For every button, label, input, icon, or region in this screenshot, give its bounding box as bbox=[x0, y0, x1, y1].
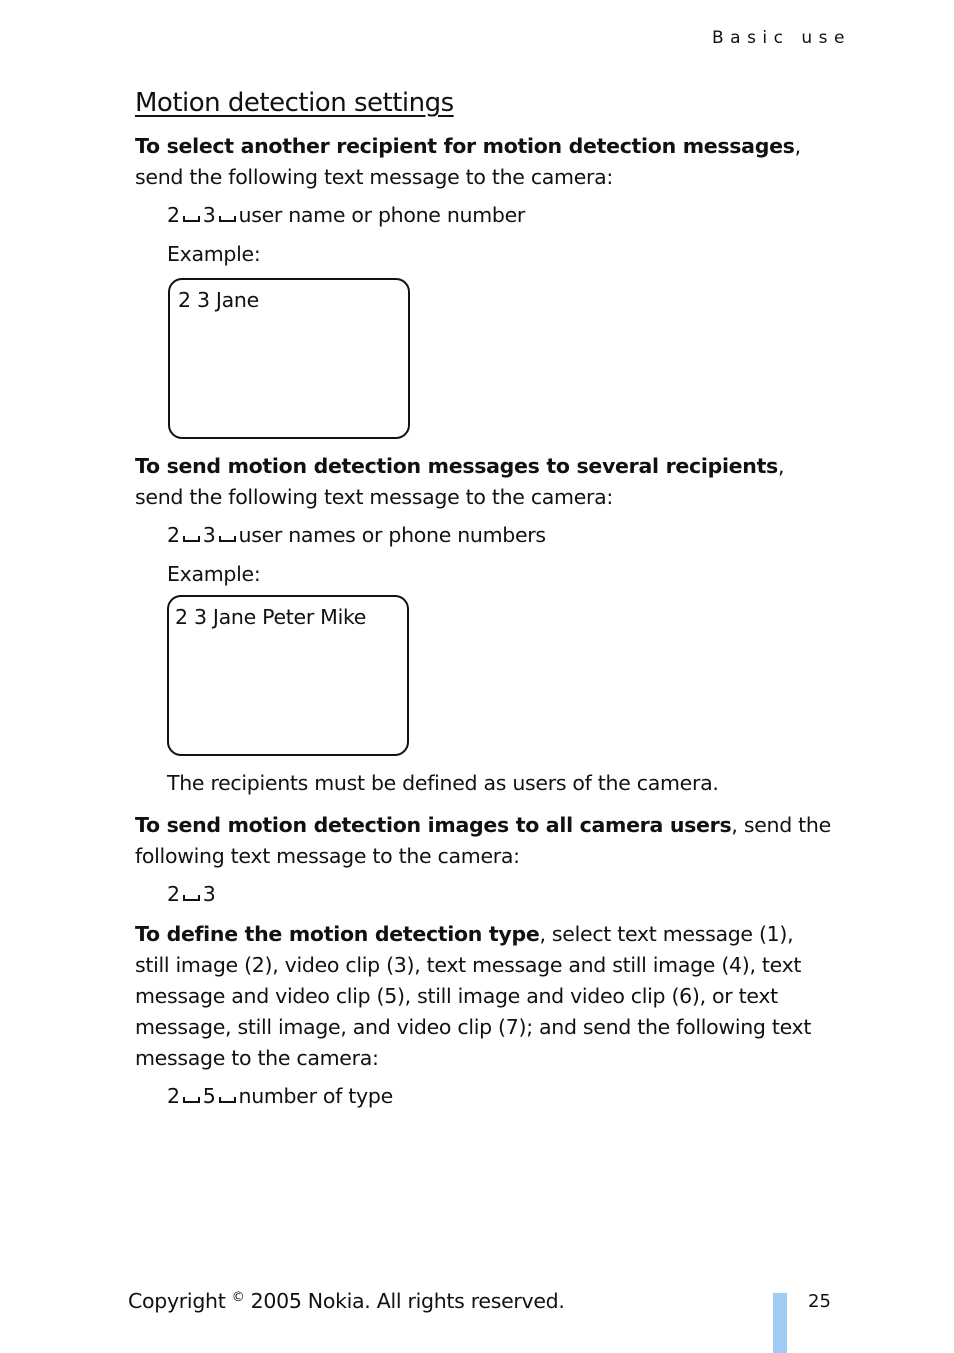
copyright-footer bbox=[128, 1289, 565, 1313]
command-part: 2 bbox=[167, 203, 180, 227]
page-tab-bar bbox=[773, 1293, 787, 1353]
paragraph-select-recipient bbox=[135, 131, 835, 193]
command-part: user name or phone number bbox=[238, 203, 526, 227]
sms-command bbox=[167, 1084, 393, 1108]
command-part: 5 bbox=[202, 1084, 216, 1108]
space-symbol-icon bbox=[219, 536, 236, 542]
command-part: 2 bbox=[167, 523, 180, 547]
copyright-text: Copyright bbox=[128, 1289, 232, 1313]
paragraph-text: , send the following text message to the camera: bbox=[135, 134, 801, 189]
command-part: 2 bbox=[167, 1084, 180, 1108]
space-symbol-icon bbox=[183, 216, 200, 222]
phone-display-example bbox=[168, 278, 410, 439]
copyright-symbol: © bbox=[231, 1290, 245, 1305]
space-symbol-icon bbox=[183, 895, 200, 901]
paragraph-lead: To select another recipient for motion detection messages bbox=[135, 134, 795, 158]
sms-command bbox=[167, 882, 216, 906]
paragraph-lead: To define the motion detection type bbox=[135, 922, 540, 946]
example-label: Example: bbox=[167, 242, 261, 266]
space-symbol-icon bbox=[219, 1097, 236, 1103]
display-text: 2 3 Jane bbox=[178, 288, 259, 312]
phone-display-example bbox=[167, 595, 409, 756]
sms-command bbox=[167, 523, 546, 547]
command-part: 3 bbox=[202, 882, 216, 906]
command-part: 3 bbox=[202, 203, 216, 227]
page-title: Motion detection settings bbox=[135, 88, 454, 118]
paragraph-text: , select text message (1), still image (2), video clip (3), text message and still image (4), text message and video clip (5), still image and video clip (6), or text message, still image, and video clip (7); and send the following text message to the camera: bbox=[135, 922, 812, 1070]
space-symbol-icon bbox=[183, 1097, 200, 1103]
display-text: 2 3 Jane Peter Mike bbox=[175, 605, 367, 629]
command-part: 3 bbox=[202, 523, 216, 547]
example-label: Example: bbox=[167, 562, 261, 586]
paragraph-several-recipients bbox=[135, 451, 835, 513]
page-number: 25 bbox=[808, 1291, 831, 1312]
paragraph-lead: To send motion detection images to all camera users bbox=[135, 813, 732, 837]
note-text: The recipients must be defined as users of the camera. bbox=[167, 771, 719, 795]
paragraph-detection-type bbox=[135, 919, 830, 1074]
command-part: 2 bbox=[167, 882, 180, 906]
space-symbol-icon bbox=[219, 216, 236, 222]
running-header: Basic use bbox=[712, 28, 852, 48]
copyright-text: 2005 Nokia. All rights reserved. bbox=[244, 1289, 565, 1313]
space-symbol-icon bbox=[183, 536, 200, 542]
command-part: user names or phone numbers bbox=[238, 523, 546, 547]
paragraph-text: , send the following text message to the camera: bbox=[135, 454, 785, 509]
paragraph-all-users bbox=[135, 810, 835, 872]
command-part: number of type bbox=[238, 1084, 393, 1108]
paragraph-lead: To send motion detection messages to several recipients bbox=[135, 454, 778, 478]
sms-command bbox=[167, 203, 525, 227]
paragraph-text: , send the following text message to the camera: bbox=[135, 813, 831, 868]
